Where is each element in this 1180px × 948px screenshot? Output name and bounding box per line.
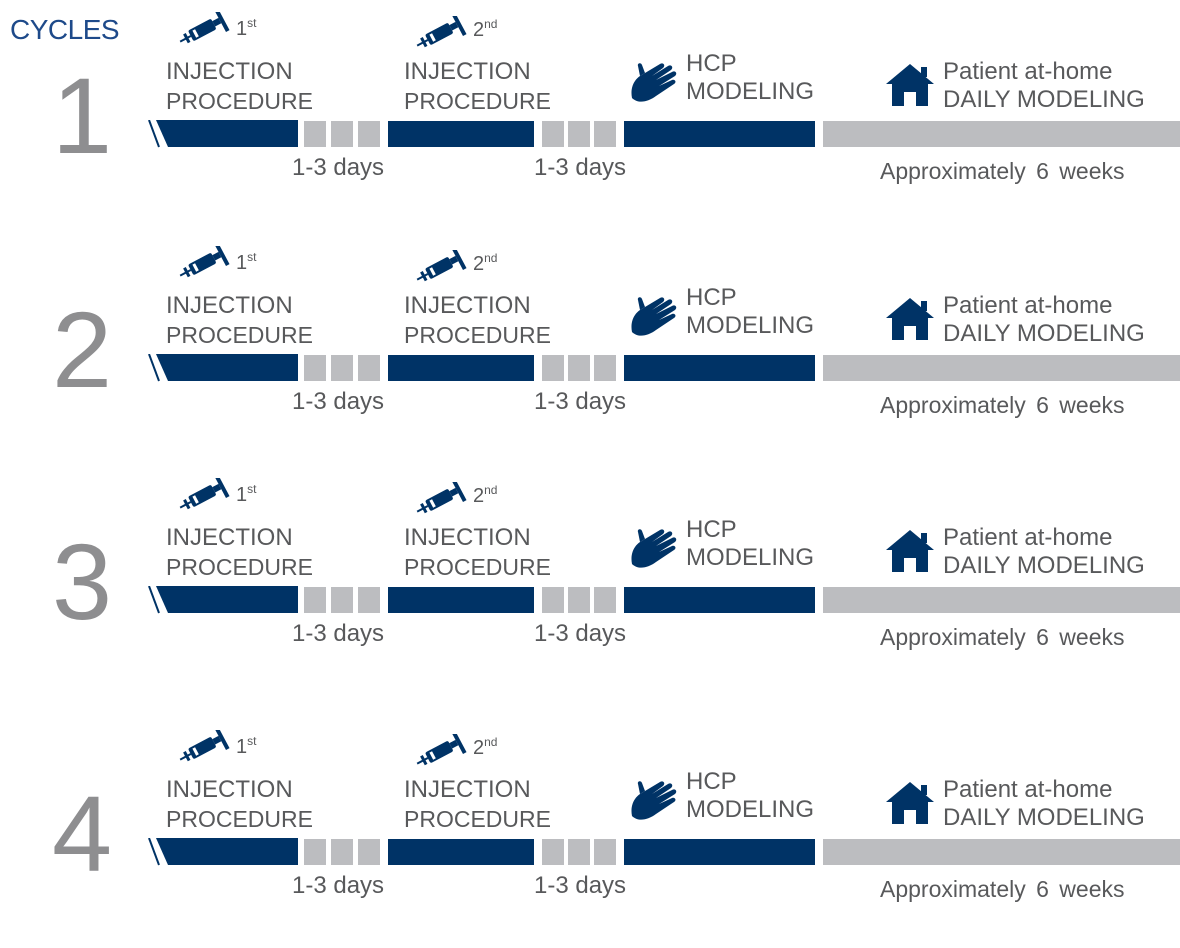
gap-segment	[542, 121, 564, 147]
injection-label-line1: INJECTION	[404, 58, 531, 85]
duration-label-1: 1-3 days	[292, 872, 385, 899]
injection-label-line1: INJECTION	[404, 292, 531, 319]
home-label-line2: DAILY MODELING	[943, 552, 1145, 579]
gap-segment	[331, 839, 353, 865]
first-injection-label	[166, 294, 313, 347]
first-injection-label	[166, 778, 313, 831]
gap-segment	[594, 355, 616, 381]
cycle-number: 1	[52, 55, 113, 176]
injection-label-line2: PROCEDURE	[404, 554, 551, 580]
gap-segment	[542, 587, 564, 613]
home-label-line1: Patient at-home	[943, 776, 1113, 803]
duration-label-1: 1-3 days	[292, 154, 385, 181]
syringe-icon	[175, 730, 233, 764]
injection-label-line2: PROCEDURE	[166, 322, 313, 348]
syringe-icon	[175, 12, 233, 46]
diagram-title: CYCLES	[10, 14, 120, 45]
house-icon	[884, 528, 936, 572]
injection-label-line2: PROCEDURE	[404, 806, 551, 832]
house-icon	[884, 62, 936, 106]
home-label-line2: DAILY MODELING	[943, 804, 1145, 831]
syringe-icon	[412, 250, 470, 284]
hcp-label-line2: MODELING	[686, 78, 815, 105]
duration-label-2: 1-3 days	[534, 620, 627, 647]
second-ordinal-number: 2	[473, 485, 485, 507]
hcp-modeling-segment	[624, 121, 815, 147]
home-label-line1: Patient at-home	[943, 524, 1113, 551]
hand-icon	[628, 58, 684, 106]
home-label	[943, 294, 1145, 346]
home-modeling-segment	[823, 355, 1180, 381]
cycle-row-2	[0, 234, 1180, 464]
timeline-start-marker	[148, 838, 300, 866]
first-injection-ordinal	[236, 482, 257, 506]
timeline-start-marker	[148, 354, 300, 382]
duration-label-weeks: Approximately 6 weeks	[880, 158, 1125, 184]
gap-segment	[304, 587, 326, 613]
home-label-line1: Patient at-home	[943, 58, 1113, 85]
second-ordinal-number: 2	[473, 253, 485, 275]
hcp-label-line2: MODELING	[686, 544, 815, 571]
cycle-row-1	[0, 0, 1180, 230]
syringe-icon	[412, 482, 470, 516]
second-injection-segment	[388, 839, 534, 865]
injection-label-line1: INJECTION	[166, 524, 293, 551]
second-injection-segment	[388, 121, 534, 147]
duration-label-2: 1-3 days	[534, 154, 627, 181]
gap-segment	[594, 587, 616, 613]
duration-label-2: 1-3 days	[534, 872, 627, 899]
injection-label-line2: PROCEDURE	[404, 88, 551, 114]
gap-segment	[568, 121, 590, 147]
second-injection-ordinal	[473, 735, 498, 759]
gap-segment	[358, 121, 380, 147]
hcp-label	[686, 518, 814, 570]
hcp-label-line1: HCP	[686, 768, 737, 795]
house-icon	[884, 296, 936, 340]
cycle-row-3	[0, 466, 1180, 696]
duration-label-2: 1-3 days	[534, 388, 627, 415]
injection-label-line1: INJECTION	[404, 524, 531, 551]
house-icon	[884, 780, 936, 824]
hcp-label	[686, 286, 814, 338]
injection-label-line1: INJECTION	[404, 776, 531, 803]
hcp-label-line2: MODELING	[686, 796, 815, 823]
home-label-line2: DAILY MODELING	[943, 86, 1145, 113]
gap-segment	[358, 587, 380, 613]
gap-segment	[358, 355, 380, 381]
injection-label-line2: PROCEDURE	[166, 88, 313, 114]
hcp-label-line1: HCP	[686, 284, 737, 311]
home-label	[943, 526, 1145, 578]
duration-label-weeks: Approximately 6 weeks	[880, 392, 1125, 418]
timeline-start-marker	[148, 586, 300, 614]
injection-label-line2: PROCEDURE	[166, 806, 313, 832]
gap-segment	[568, 587, 590, 613]
hand-icon	[628, 524, 684, 572]
home-label-line2: DAILY MODELING	[943, 320, 1145, 347]
first-ordinal-suffix: st	[247, 734, 257, 748]
second-injection-label	[404, 778, 551, 831]
first-ordinal-suffix: st	[247, 482, 257, 496]
syringe-icon	[175, 478, 233, 512]
hcp-label-line2: MODELING	[686, 312, 815, 339]
hand-icon	[628, 776, 684, 824]
gap-segment	[331, 121, 353, 147]
hcp-modeling-segment	[624, 355, 815, 381]
hcp-label-line1: HCP	[686, 516, 737, 543]
first-injection-ordinal	[236, 250, 257, 274]
gap-segment	[594, 121, 616, 147]
gap-segment	[568, 839, 590, 865]
syringe-icon	[412, 734, 470, 768]
gap-segment	[358, 839, 380, 865]
hcp-label	[686, 770, 814, 822]
gap-segment	[304, 355, 326, 381]
gap-segment	[594, 839, 616, 865]
first-injection-label	[166, 60, 313, 113]
second-injection-label	[404, 60, 551, 113]
first-injection-ordinal	[236, 734, 257, 758]
injection-label-line2: PROCEDURE	[404, 322, 551, 348]
hcp-label-line1: HCP	[686, 50, 737, 77]
home-modeling-segment	[823, 121, 1180, 147]
second-ordinal-suffix: nd	[484, 483, 498, 497]
second-injection-segment	[388, 355, 534, 381]
gap-segment	[542, 355, 564, 381]
second-injection-label	[404, 526, 551, 579]
cycle-row-4	[0, 718, 1180, 948]
duration-label-1: 1-3 days	[292, 620, 385, 647]
first-ordinal-number: 1	[236, 736, 248, 758]
first-ordinal-number: 1	[236, 18, 248, 40]
hcp-label	[686, 52, 814, 104]
first-ordinal-suffix: st	[247, 250, 257, 264]
cycle-number: 2	[52, 289, 113, 410]
second-injection-label	[404, 294, 551, 347]
second-injection-ordinal	[473, 17, 498, 41]
first-ordinal-number: 1	[236, 252, 248, 274]
injection-label-line1: INJECTION	[166, 58, 293, 85]
home-label	[943, 60, 1145, 112]
syringe-icon	[175, 246, 233, 280]
second-injection-ordinal	[473, 483, 498, 507]
injection-label-line2: PROCEDURE	[166, 554, 313, 580]
gap-segment	[304, 121, 326, 147]
second-ordinal-suffix: nd	[484, 17, 498, 31]
duration-label-weeks: Approximately 6 weeks	[880, 876, 1125, 902]
hcp-modeling-segment	[624, 839, 815, 865]
gap-segment	[331, 587, 353, 613]
gap-segment	[568, 355, 590, 381]
home-modeling-segment	[823, 839, 1180, 865]
first-ordinal-suffix: st	[247, 16, 257, 30]
second-injection-ordinal	[473, 251, 498, 275]
home-label	[943, 778, 1145, 830]
second-ordinal-number: 2	[473, 737, 485, 759]
first-ordinal-number: 1	[236, 484, 248, 506]
duration-label-1: 1-3 days	[292, 388, 385, 415]
home-label-line1: Patient at-home	[943, 292, 1113, 319]
second-ordinal-number: 2	[473, 19, 485, 41]
gap-segment	[331, 355, 353, 381]
first-injection-label	[166, 526, 313, 579]
cycle-number: 3	[52, 521, 113, 642]
gap-segment	[542, 839, 564, 865]
second-ordinal-suffix: nd	[484, 735, 498, 749]
cycle-number: 4	[52, 773, 113, 894]
hand-icon	[628, 292, 684, 340]
gap-segment	[304, 839, 326, 865]
second-ordinal-suffix: nd	[484, 251, 498, 265]
hcp-modeling-segment	[624, 587, 815, 613]
home-modeling-segment	[823, 587, 1180, 613]
injection-label-line1: INJECTION	[166, 292, 293, 319]
first-injection-ordinal	[236, 16, 257, 40]
injection-label-line1: INJECTION	[166, 776, 293, 803]
timeline-start-marker	[148, 120, 300, 148]
syringe-icon	[412, 16, 470, 50]
duration-label-weeks: Approximately 6 weeks	[880, 624, 1125, 650]
second-injection-segment	[388, 587, 534, 613]
